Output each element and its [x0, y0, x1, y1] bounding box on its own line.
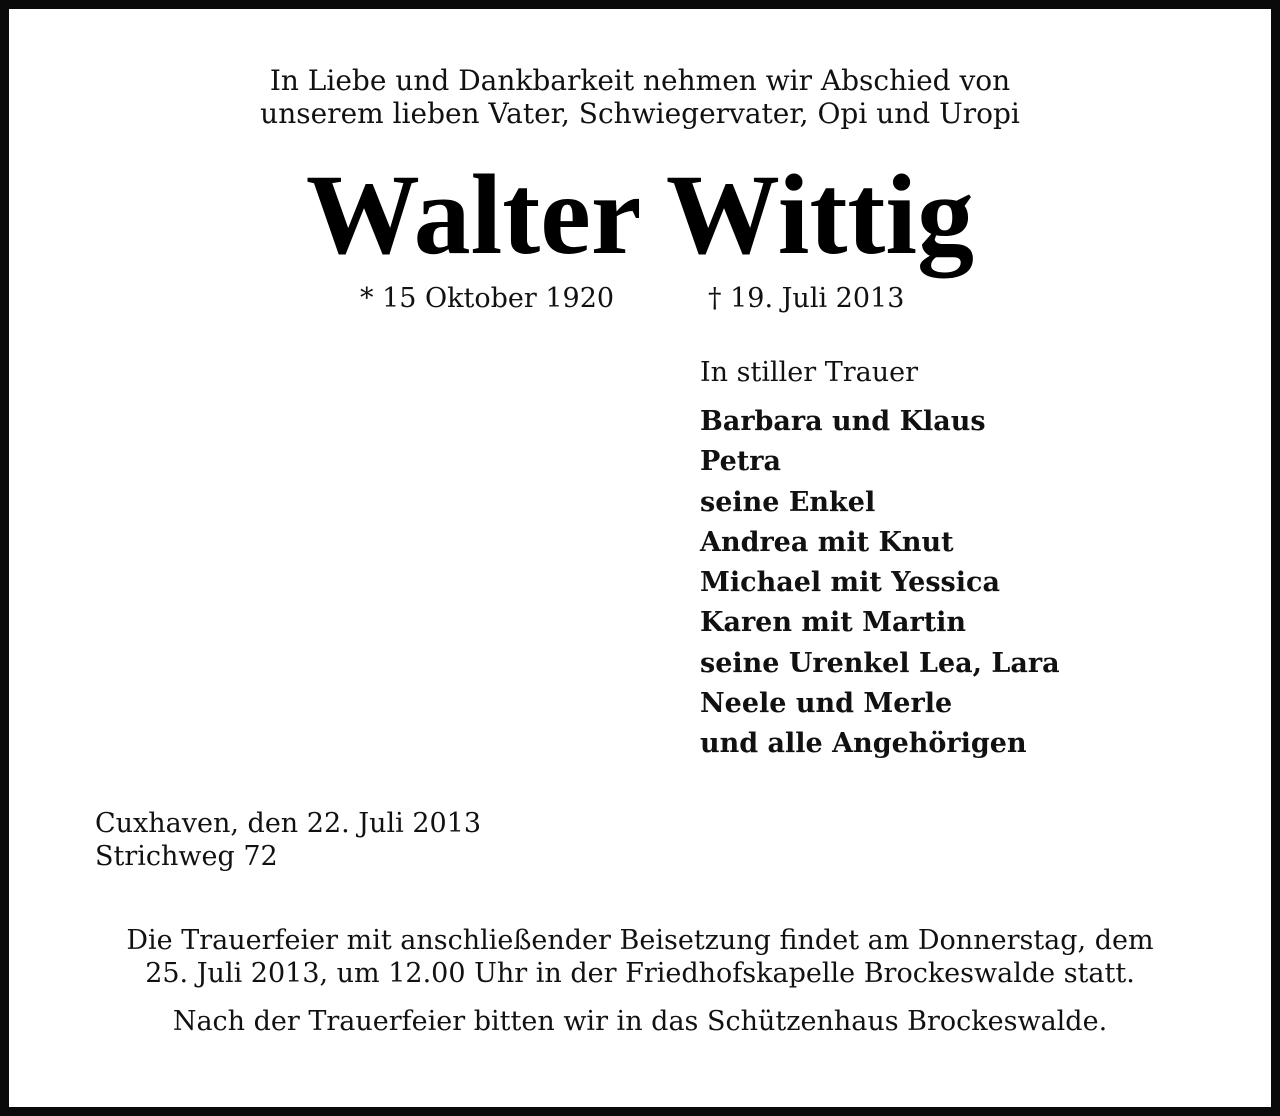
intro-line-2: unserem lieben Vater, Schwiegervater, Opi und Uropi [260, 97, 1020, 130]
funeral-notice-line-1: Die Trauerfeier mit anschließender Beisetzung findet am Donnerstag, dem [126, 925, 1154, 956]
funeral-notice-line-2: 25. Juli 2013, um 12.00 Uhr in der Friedhofskapelle Brockeswalde statt. [145, 958, 1135, 989]
mourner-name: und alle Angehörigen [700, 728, 1027, 760]
mourner-name: Neele und Merle [700, 688, 953, 720]
mourner-name: Petra [700, 446, 781, 478]
death-date: † 19. Juli 2013 [708, 283, 905, 314]
mourner-name: Karen mit Martin [700, 607, 967, 639]
reception-notice: Nach der Trauerfeier bitten wir in das Schützenhaus Brockeswalde. [172, 1006, 1108, 1037]
mourner-name: Michael mit Yessica [700, 567, 1000, 599]
mourner-name: seine Urenkel Lea, Lara [700, 647, 1060, 679]
mourner-name: Barbara und Klaus [700, 406, 986, 437]
address: Strichweg 72 [95, 841, 278, 872]
mourner-name: Andrea mit Knut [700, 526, 954, 558]
birth-date: * 15 Oktober 1920 [360, 283, 615, 314]
intro-line-1: In Liebe und Dankbarkeit nehmen wir Abschied von [269, 64, 1011, 97]
mourning-heading: In stiller Trauer [700, 357, 919, 388]
mourner-name: seine Enkel [700, 486, 876, 518]
place-date: Cuxhaven, den 22. Juli 2013 [95, 808, 482, 839]
mourners-list [700, 402, 1060, 765]
deceased-name: Walter Wittig [305, 151, 975, 278]
